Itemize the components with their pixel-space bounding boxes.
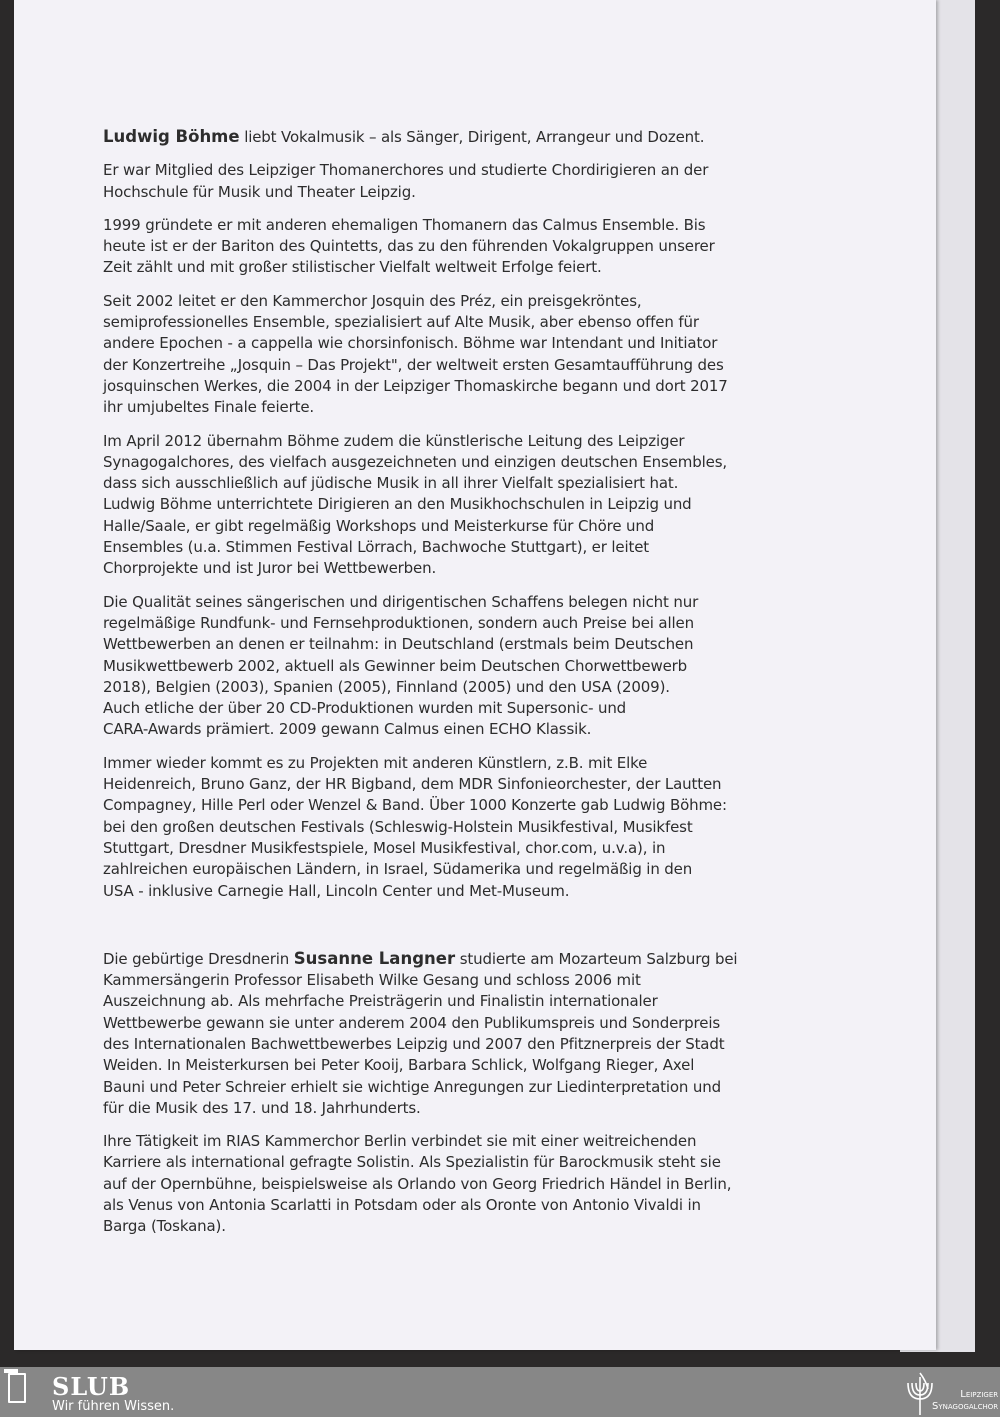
paragraph: Die Qualität seines sängerischen und dirigentischen Schaffens belegen nicht nur regelmäßige Rundfunk- und Fernsehproduktionen, sondern auch Preise bei allen Wettbewerben an denen er teilnahm: in Deutschland (erstmals beim Deutschen Musikwettbewerb 2002, aktuell als Gewinner beim Deutschen Chorwettbewerb 2018), Belgien (2003), Spanien (2005), Finnland (2005) und den USA (2009). Auch etliche der über 20 CD-Produktionen wurden mit Supersonic- und CARA-Awards prämiert. 2009 gewann Calmus einen ECHO Klassik. [103, 592, 699, 739]
paragraph: Er war Mitglied des Leipziger Thomanerchores und studierte Chordirigieren an der Hochschule für Musik und Theater Leipzig. [103, 161, 709, 201]
bio2-intro [103, 948, 903, 1119]
slub-logo[interactable]: SLUB [52, 1372, 131, 1401]
choir-name-line1: Leipziger [960, 1389, 999, 1400]
paragraph: Ihre Tätigkeit im RIAS Kammerchor Berlin verbindet sie mit einer weitreichenden Karriere als international gefragte Solistin. Als Spezialistin für Barockmusik steht sie auf der Opernbühne, beispielsweise als Orlando von Georg Friedrich Händel in Berlin, als Venus von Antonia Scarlatti in Potsdam oder als Oronte von Antonio Vivaldi in Barga (Toskana). [103, 1132, 732, 1236]
book-icon [8, 1373, 26, 1403]
intro-text: Die gebürtige Dresdnerin [103, 949, 294, 968]
intro-text: liebt Vokalmusik – als Sänger, Dirigent, Arrangeur und Dozent. [239, 128, 705, 146]
choir-logo-text [932, 1389, 998, 1413]
paragraph: Seit 2002 leitet er den Kammerchor Josquin des Préz, ein preisgekröntes, semiprofessionelles Ensemble, spezialisiert auf Alte Musik, aber ebenso offen für andere Epochen - a cappella wie chorsinfonisch. Böhme war Intendant und Initiator der Konzertreihe „Josquin – Das Projekt", der weltweit ersten Gesamtaufführung des josquinschen Werkes, die 2004 in der Leipziger Thomaskirche begann und dort 2017 ihr umjubeltes Finale feierte. [103, 291, 728, 417]
paragraph: Immer wieder kommt es zu Projekten mit anderen Künstlern, z.B. mit Elke Heidenreich, Bruno Ganz, der HR Bigband, dem MDR Sinfonieorchester, der Lautten Compagney, Hille Perl oder Wenzel & Band. Über 1000 Konzerte gab Ludwig Böhme: bei den großen deutschen Festivals (Schleswig-Holstein Musikfestival, Musikfest Stuttgart, Dresdner Musikfestspiele, Mosel Musikfestival, chor.com, u.v.a), in zahlreichen europäischen Ländern, in Israel, Südamerika und regelmäßig in den USA - inklusive Carnegie Hall, Lincoln Center und Met-Museum. [103, 753, 727, 900]
paragraph: 1999 gründete er mit anderen ehemaligen Thomanern das Calmus Ensemble. Bis heute ist er der Bariton des Quintetts, das zu den führenden Vokalgruppen unserer Zeit zählt und mit großer stilistischer Vielfalt weltweit Erfolge feiert. [103, 215, 715, 277]
bio1-intro [103, 126, 903, 148]
document-text [103, 126, 903, 1250]
person-name: Susanne Langner [293, 948, 456, 968]
slub-slogan: Wir führen Wissen. [52, 1399, 175, 1414]
intro-text: studierte am Mozarteum Salzburg bei Kammersängerin Professor Elisabeth Wilke Gesang und schloss 2006 mit Auszeichnung ab. Als mehrfache Preisträgerin und Finalistin internationaler Wettbewerbe gewann sie unter anderem 2004 den Publikumspreis und Sonderpreis des Internationalen Bachwettbewerbes Leipzig und 2007 den Pfitznerpreis der Stadt Weiden. In Meisterkursen bei Peter Kooij, Barbara Schlick, Wolfgang Rieger, Axel Bauni und Peter Schreier erhielt sie wichtige Anregungen zur Liedinterpretation und für die Musik des 17. und 18. Jahrhunderts. [103, 949, 738, 1117]
choir-name-line2: Synagogalchor [932, 1401, 999, 1412]
person-name: Ludwig Böhme [103, 127, 240, 146]
paragraph: Im April 2012 übernahm Böhme zudem die künstlerische Leitung des Leipziger Synagogalchores, des vielfach ausgezeichneten und einzigen deutschen Ensembles, dass sich ausschließlich auf jüdische Musik in all ihrer Vielfalt spezialisiert hat. Ludwig Böhme unterrichtete Dirigieren an den Musikhochschulen in Leipzig und Halle/Saale, er gibt regelmäßig Workshops und Meisterkurse für Chöre und Ensembles (u.a. Stimmen Festival Lörrach, Bachwoche Stuttgart), er leitet Chorprojekte und ist Juror bei Wettbewerben. [103, 431, 727, 578]
footer-bar [0, 1367, 1000, 1417]
